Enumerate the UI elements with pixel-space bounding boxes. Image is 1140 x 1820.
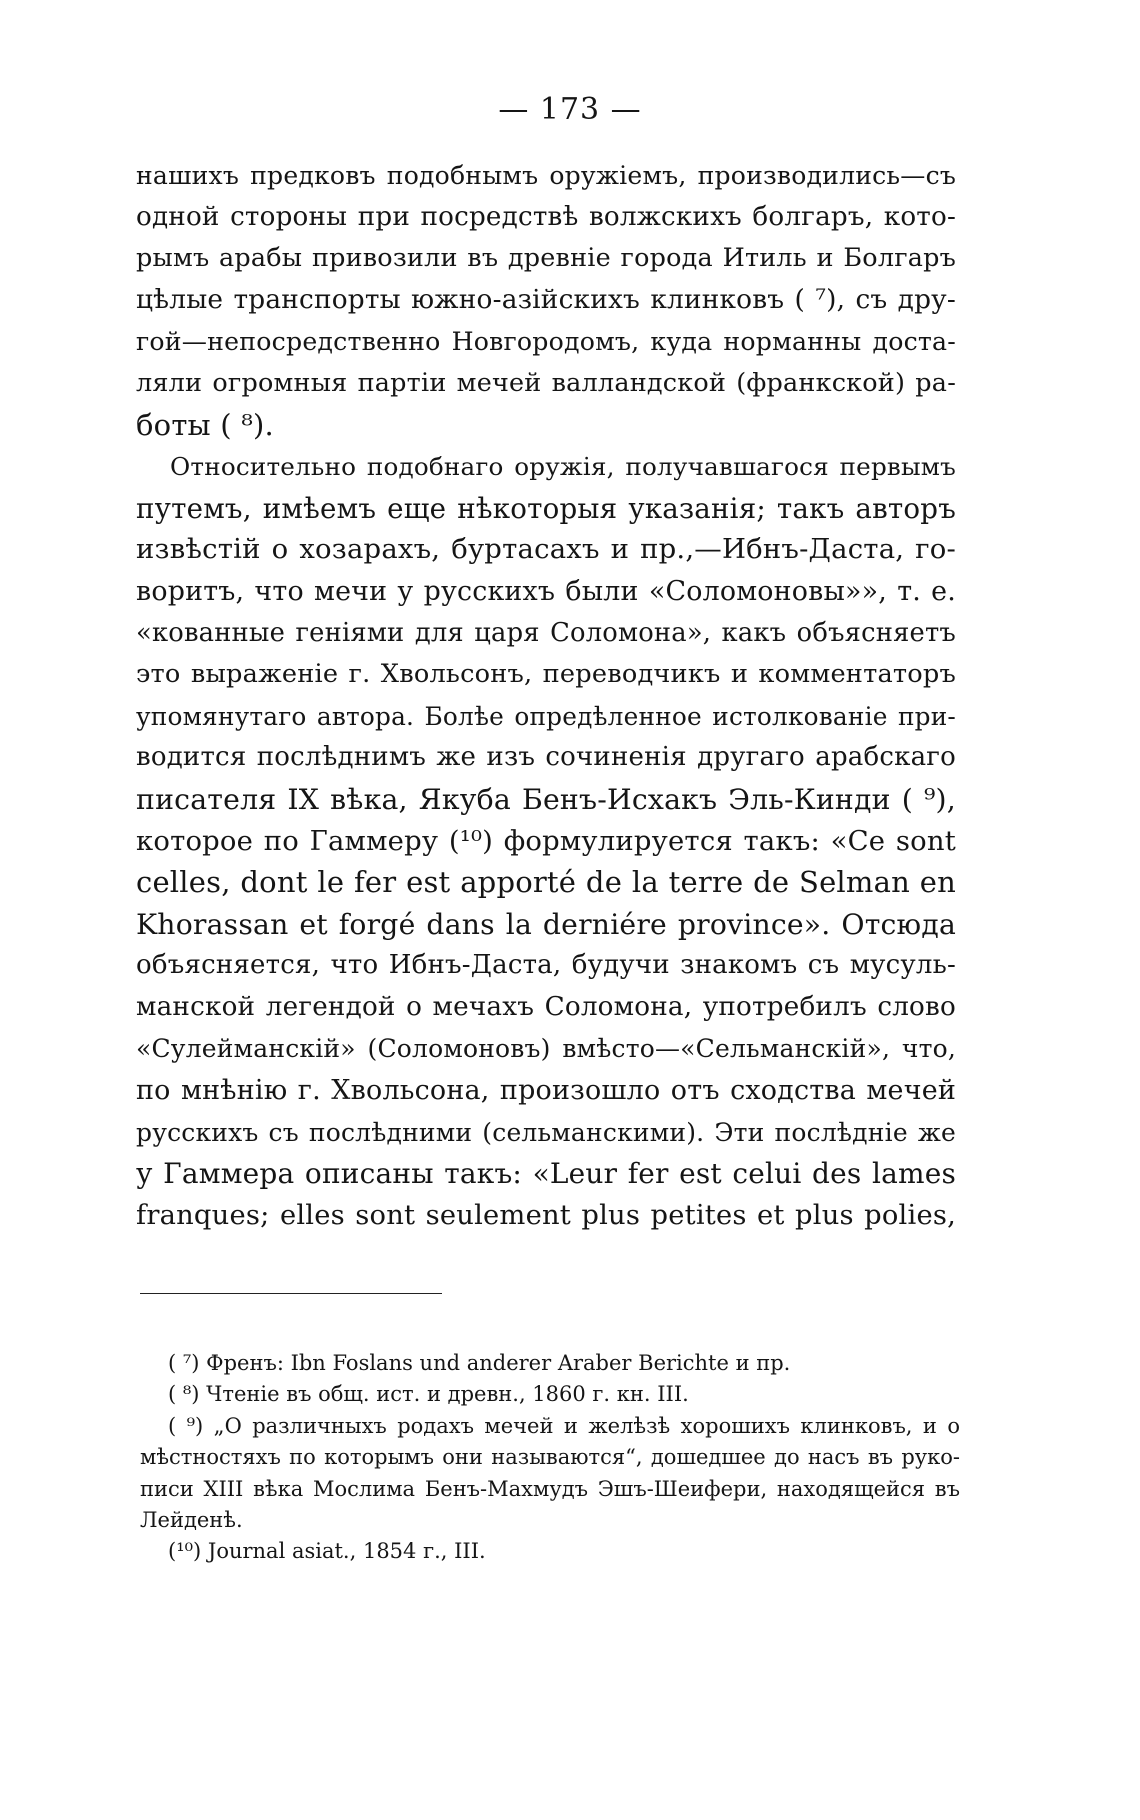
text-line: по мнѣнію г. Хвольсона, произошло отъ сходства мечей — [136, 1075, 956, 1107]
footnote-9-line: писи XIII вѣка Мослима Бенъ-Махмудъ Эшъ-Шеифери, находящейся въ — [140, 1476, 960, 1501]
text-line: водится послѣднимъ же изъ сочиненія другаго арабскаго — [136, 742, 956, 773]
text-line: «Сулейманскій» (Соломоновъ) вмѣсто—«Сельманскій», что, — [136, 1034, 956, 1064]
footnote-9-line: Лейденѣ. — [140, 1507, 243, 1532]
paragraph-first-line: Относительно подобнаго оружія, получавшагося первымъ — [170, 452, 956, 482]
text-line: писателя IX вѣка, Якуба Бенъ-Исхакъ Эль-Кинди ( ⁹), — [136, 782, 956, 816]
footnote-7: ( ⁷) Френъ: Ibn Foslans und anderer Araber Berichte и пр. — [168, 1351, 791, 1375]
text-line: это выраженіе г. Хвольсонъ, переводчикъ и комментаторъ — [136, 659, 956, 690]
main-text — [136, 155, 956, 1236]
text-line: ляли огромныя партіи мечей валландской (франкской) ра- — [136, 367, 956, 398]
footnote-9-line: мѣстностяхъ по которымъ они называются“, дошедшее до насъ въ руко- — [140, 1445, 960, 1470]
footnote-8: ( ⁸) Чтеніе въ общ. ист. и древн., 1860 г. кн. III. — [168, 1382, 689, 1407]
text-line: одной стороны при посредствѣ волжскихъ болгаръ, кото- — [136, 201, 956, 232]
text-line: объясняется, что Ибнъ-Даста, будучи знакомъ съ мусуль- — [136, 950, 956, 981]
footnote-9: ( ⁹) „О различныхъ родахъ мечей и желѣзѣ хорошихъ клинковъ, и о — [168, 1413, 960, 1438]
text-line: путемъ, имѣемъ еще нѣкоторыя указанія; такъ авторъ — [136, 491, 956, 525]
text-line: нашихъ предковъ подобнымъ оружіемъ, производились—съ — [136, 161, 956, 190]
text-line: Khorassan et forgé dans la derniére province». Отсюда — [136, 907, 956, 941]
footnote-divider — [140, 1293, 442, 1294]
footnote-10: (¹⁰) Journal asiat., 1854 г., III. — [168, 1539, 486, 1564]
text-line: гой—непосредственно Новгородомъ, куда норманны доста- — [136, 327, 956, 357]
text-line: celles, dont le fer est apporté de la terre de Selman en — [136, 865, 956, 900]
text-line: у Гаммера описаны такъ: «Leur fer est celui des lames — [136, 1157, 956, 1191]
text-line: цѣлые транспорты южно-азійскихъ клинковъ ( ⁷), съ дру- — [136, 284, 956, 315]
footnotes — [140, 1348, 960, 1568]
text-line: извѣстій о хозарахъ, буртасахъ и пр.,—Ибнъ-Даста, го- — [136, 533, 956, 566]
text-line: русскихъ съ послѣдними (сельманскими). Эти послѣдніе же — [136, 1117, 956, 1147]
text-line: воритъ, что мечи у русскихъ были «Соломоновы»», т. е. — [136, 575, 956, 607]
text-line: franques; elles sont seulement plus petites et plus polies, — [136, 1199, 956, 1231]
text-line: упомянутаго автора. Болѣе опредѣленное истолкованіе при- — [136, 701, 956, 731]
text-line: «кованные геніями для царя Соломона», какъ объясняетъ — [136, 617, 956, 648]
text-line: боты ( ⁸). — [136, 407, 274, 442]
page-number: — 173 — — [498, 92, 642, 127]
text-line: которое по Гаммеру (¹⁰) формулируется такъ: «Ce sont — [136, 825, 956, 857]
text-line: рымъ арабы привозили въ древніе города Итиль и Болгаръ — [136, 243, 956, 274]
text-line: манской легендой о мечахъ Соломона, употребилъ слово — [136, 991, 956, 1022]
